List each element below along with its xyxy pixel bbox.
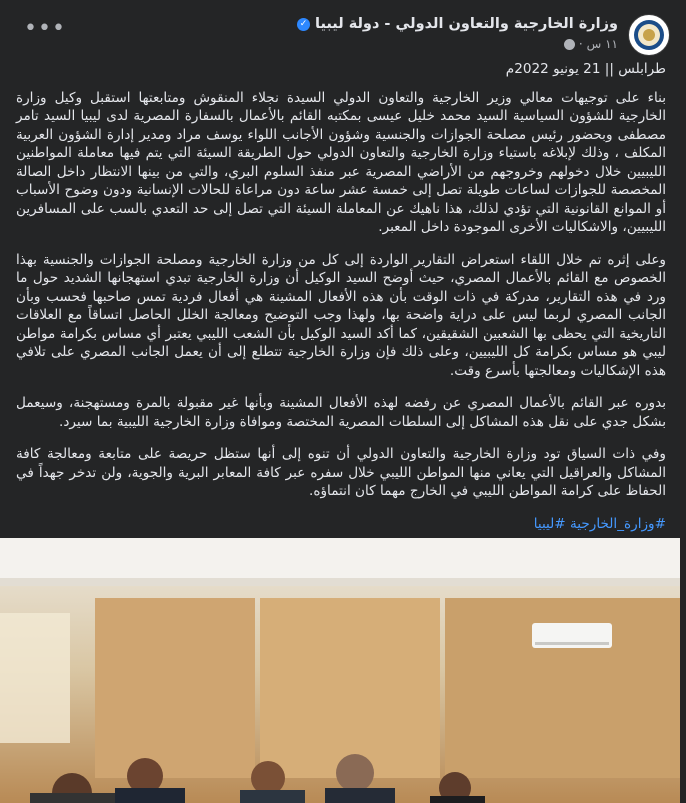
hashtag-list [16,515,666,534]
post-body [16,60,666,558]
post-photo[interactable] [0,538,680,803]
post-paragraph-1: بناء على توجيهات معالي وزير الخارجية والتعاون الدولي السيدة نجلاء المنقوش ومتابعتها استقبل وكيل وزارة الخارجية للشؤون السياسية السيد محمد خليل عيسى بمكتبه القائم بالأعمال بالسفارة المصرية لدى ليبيا السيد تامر مصطفى وبحضور رئيس مصلحة الجوازات والجنسية وشؤون الأجانب اللواء يوسف مراد ومدير إدارة الشؤون العربية المكلف ، وذلك لإبلاغه باستياء وزارة الخارجية والتعاون الدولي حول الطريقة السيئة التي يتم فيها معاملة المواطنين الليبيين خلال دخولهم وخروجهم من الأراضي المصرية عبر منفذ السلوم البري، والتي من بينها الانتظار داخل الصالة المخصصة للجوازات لساعات طويلة تصل إلى خمسة عشر ساعة دون مراعاة للحالات الإنسانية ودون وضوح الأسباب أو الموانع القانونية التي تؤدي لذلك، هذا ناهيك عن المعاملة السيئة التي تصل إلى حد التعدي بالسب على المسافرين الليبيين، والاشكاليات الأخرى الموجودة داخل المعبر. [16,89,666,235]
post-paragraph-4: وفي ذات السياق تود وزارة الخارجية والتعاون الدولي أن تنوه إلى أنها ستظل حريصة على متابعة ومعالجة كافة المشاكل والعراقيل التي يعاني منها المواطن الليبي خلال سفره عبر كافة المعابر البرية والجوية، ولن تدخر جهداً في الحفاظ على كرامة المواطن الليبي في الخارج مهما كان انتماؤه. [16,446,666,499]
post-dateline: طرابلس || 21 يونيو 2022م [505,61,666,77]
page-name-text[interactable]: وزارة الخارجية والتعاون الدولي - دولة ليبيا [315,16,618,32]
hashtag-link[interactable]: #ليبيا [533,515,566,532]
post-timestamp[interactable]: ١١ س [586,37,618,51]
post-paragraph-3: بدوره عبر القائم بالأعمال المصري عن رفضه لهذه الأفعال المشينة وبأنها غير مقبولة بالمرة ومستهجنة، وسيعمل بشكل جدي على نقل هذه المشاكل إلى السلطات المصرية المختصة وموافاة وزارة الخارجية الليبية بما سيرد. [16,395,666,430]
hashtag-link[interactable]: #وزارة_الخارجية [570,515,666,532]
more-options-icon[interactable]: ••• [24,16,66,41]
verified-badge-icon: ✓ [297,18,310,31]
page-avatar[interactable] [628,14,670,56]
globe-icon [564,39,575,50]
post-meta: ١١ س · [564,37,618,51]
page-name[interactable] [297,16,618,32]
post-header [16,10,674,56]
post-paragraph-2: وعلى إثره تم خلال اللقاء استعراض التقارير الواردة إلى كل من وزارة الخارجية ومصلحة الجوازات والجنسية بهذا الخصوص مع القائم بالأعمال المصري، حيث أوضح السيد الوكيل أن وزارة الخارجية تبدي استهجانها الشديد حول ما ورد في هذه التقارير، مدركة في ذات الوقت بأن هذه الأفعال المشينة هي أفعال فردية تمس صاحبها فحسب وبأن الجانب المصري لربما ليس على دراية واضحة بها، ولهذا وجب التوضيح ومعالجة الخلل الحاصل اتساقاً مع العلاقات التاريخية التي يحظى بها الشعبين الشقيقين، كما أكد السيد الوكيل بأن الشعب الليبي يعتبر أي مساس بكرامة مواطن ليبي هو مساس بكرامة كل الليبيين، وعلى ذلك فإن وزارة الخارجية تتطلع إلى أن يعمل الجانب المصري على تلافي هذه الإشكاليات ومعالجتها بأسرع وقت. [16,251,666,379]
